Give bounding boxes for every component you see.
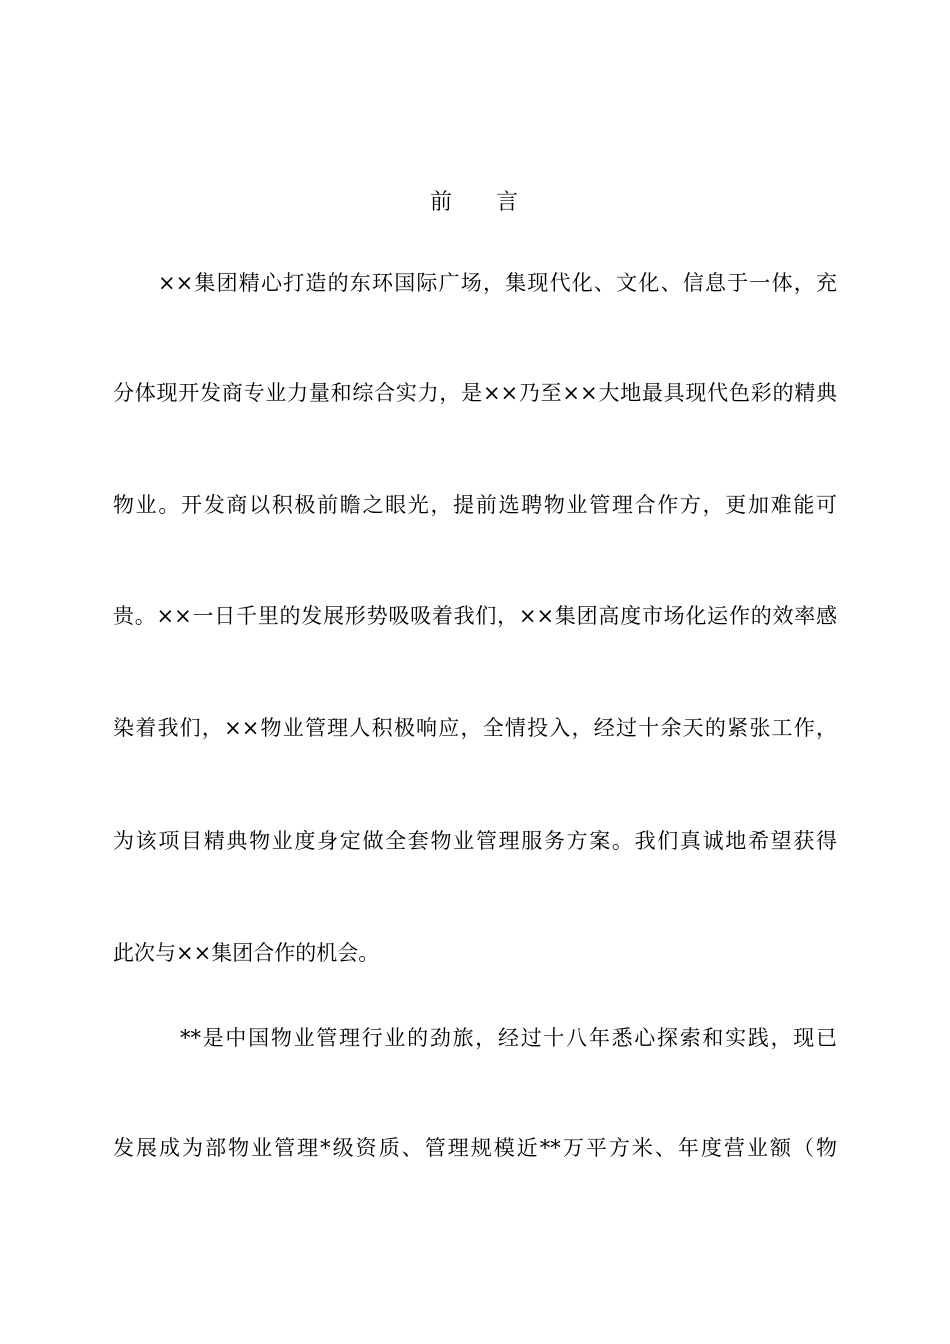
paragraph-1-line-7: 此次与××集团合作的机会。 <box>113 941 380 965</box>
title-char-1: 前 <box>429 190 454 215</box>
paragraph-2-line-2: 发展成为部物业管理*级资质、管理规模近**万平方米、年度营业额（物 <box>113 1136 837 1160</box>
paragraph-1-line-3: 物业。开发商以积极前瞻之眼光，提前选聘物业管理合作方，更加难能可 <box>113 493 837 517</box>
paragraph-2-line-1: **是中国物业管理行业的劲旅，经过十八年悉心探索和实践，现已 <box>180 1026 837 1050</box>
page-title <box>0 185 950 216</box>
paragraph-1-line-2: 分体现开发商专业力量和综合实力，是××乃至××大地最具现代色彩的精典 <box>113 381 837 405</box>
title-char-2: 言 <box>496 190 521 215</box>
paragraph-1-line-1: ××集团精心打造的东环国际广场，集现代化、文化、信息于一体，充 <box>158 271 837 295</box>
paragraph-1-line-4: 贵。××一日千里的发展形势吸吸着我们，××集团高度市场化运作的效率感 <box>113 604 837 628</box>
paragraph-1-line-6: 为该项目精典物业度身定做全套物业管理服务方案。我们真诚地希望获得 <box>113 829 837 853</box>
paragraph-1-line-5: 染着我们，××物业管理人积极响应，全情投入，经过十余天的紧张工作， <box>113 716 837 740</box>
